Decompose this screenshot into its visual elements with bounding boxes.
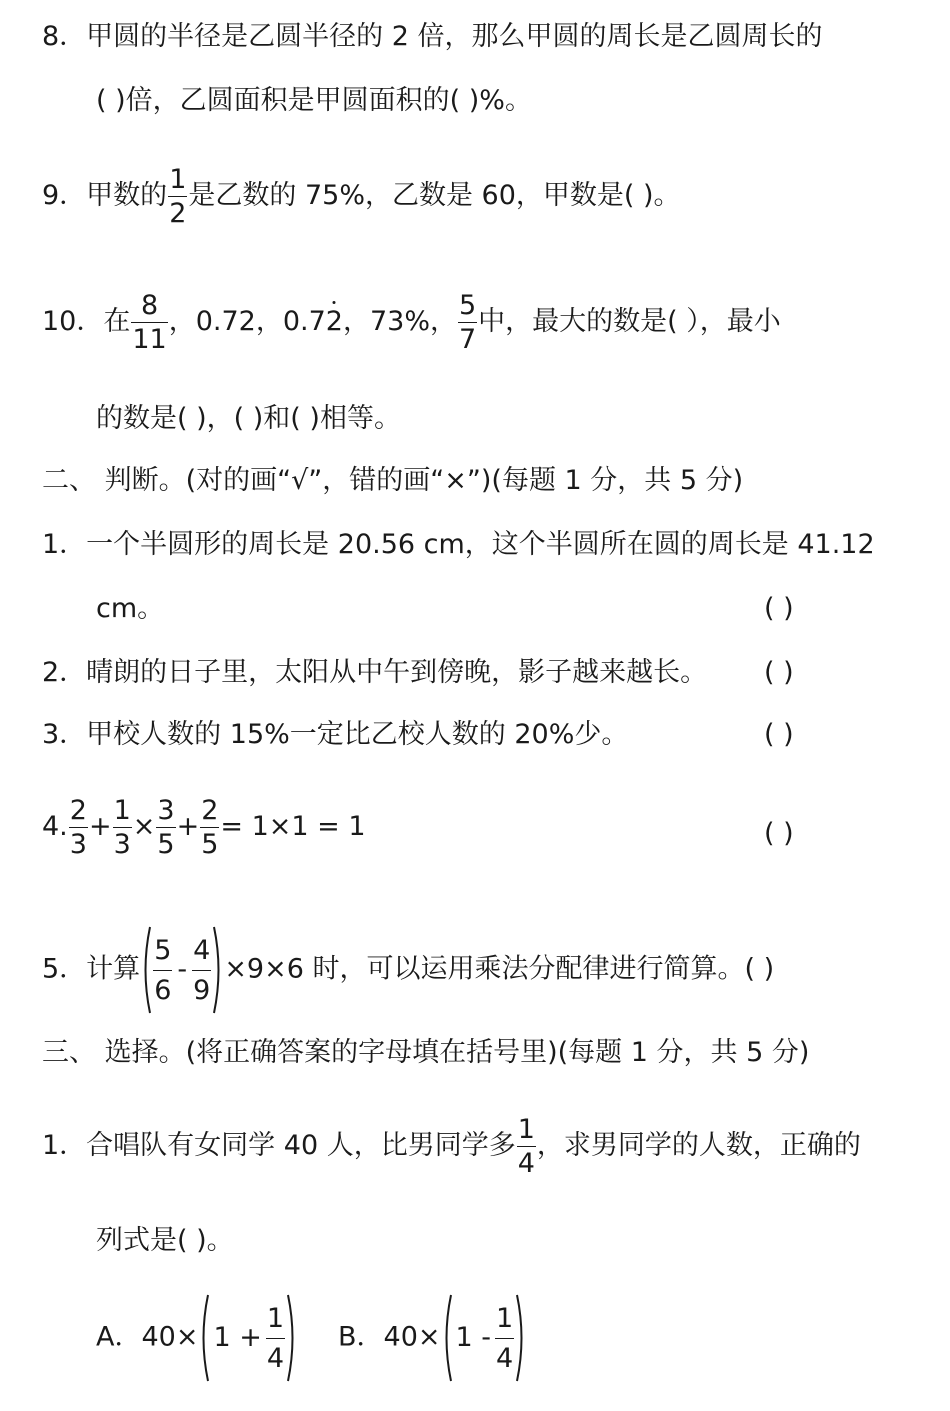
s2-item4-frac3-den: 5 bbox=[157, 829, 175, 860]
s2-item4 bbox=[42, 797, 366, 858]
s2-item1-line1: 1．一个半圆形的周长是 20.56 cm，这个半圆所在圆的周长是 41.12 bbox=[42, 529, 875, 560]
s3-q1-line1 bbox=[42, 1116, 861, 1177]
q9-prefix: 9．甲数的 bbox=[42, 180, 168, 211]
s2-item5-frac1 bbox=[153, 934, 172, 1006]
s2-item5-left-paren bbox=[140, 925, 152, 1015]
s2-item4-op1: + bbox=[88, 811, 112, 842]
option-b-frac bbox=[495, 1302, 514, 1374]
q9-suffix: 是乙数的 75%，乙数是 60，甲数是( )。 bbox=[188, 180, 681, 211]
s2-item4-frac3-num: 3 bbox=[157, 795, 175, 826]
s2-item5-frac2-den: 9 bbox=[192, 970, 211, 1004]
s2-item1-answer: ( ) bbox=[764, 593, 794, 624]
s2-item4-tail: = 1×1 = 1 bbox=[220, 811, 366, 842]
q10-repeating-digit: 2 bbox=[325, 306, 343, 337]
option-b-prefix: B．40× bbox=[338, 1321, 441, 1353]
s2-item3-answer: ( ) bbox=[764, 719, 794, 750]
q9-frac-num: 1 bbox=[169, 164, 187, 195]
q10-frac2 bbox=[458, 292, 477, 353]
s3-q1-option-b bbox=[338, 1293, 527, 1383]
option-a-left-paren bbox=[198, 1293, 210, 1383]
s2-item5-prefix: 5．计算 bbox=[42, 953, 141, 985]
q10-frac1 bbox=[131, 292, 167, 353]
option-b-right-paren bbox=[515, 1293, 527, 1383]
option-b-frac-den: 4 bbox=[495, 1338, 514, 1372]
s2-item5-frac2 bbox=[192, 934, 211, 1006]
s2-item5-right-paren bbox=[212, 925, 224, 1015]
s3-q1-frac-den: 4 bbox=[517, 1148, 535, 1179]
option-b-left-paren bbox=[441, 1293, 453, 1383]
q10-frac2-den: 7 bbox=[458, 324, 477, 355]
s3-q1-frac-num: 1 bbox=[517, 1114, 535, 1145]
option-b-frac-num: 1 bbox=[496, 1302, 514, 1334]
s3-q1-option-a bbox=[96, 1293, 298, 1383]
s2-item4-op3: + bbox=[176, 811, 200, 842]
s2-item4-answer: ( ) bbox=[764, 818, 794, 849]
s2-item4-op2: × bbox=[132, 811, 156, 842]
q10-frac1-den: 11 bbox=[132, 324, 167, 355]
q8-line2: ( )倍，乙圆面积是甲圆面积的( )%。 bbox=[96, 85, 532, 116]
s2-item5-frac2-num: 4 bbox=[193, 934, 211, 966]
s2-item4-frac4 bbox=[200, 797, 219, 858]
s2-item2: 2．晴朗的日子里，太阳从中午到傍晚，影子越来越长。 bbox=[42, 657, 708, 688]
q10-frac1-num: 8 bbox=[140, 290, 159, 321]
option-a-frac-den: 4 bbox=[266, 1338, 285, 1372]
s2-item3: 3．甲校人数的 15%一定比乙校人数的 20%少。 bbox=[42, 719, 629, 750]
q10-line1 bbox=[42, 292, 781, 353]
option-a-inner: 1 + bbox=[213, 1321, 262, 1353]
s3-q1-prefix: 1．合唱队有女同学 40 人，比男同学多 bbox=[42, 1130, 516, 1161]
q10-part1b: ，73%， bbox=[342, 306, 457, 337]
s2-item4-frac4-num: 2 bbox=[201, 795, 219, 826]
s2-item4-frac1 bbox=[69, 797, 88, 858]
q9 bbox=[42, 166, 681, 227]
q9-fraction bbox=[168, 166, 187, 227]
q8-line1: 8．甲圆的半径是乙圆半径的 2 倍，那么甲圆的周长是乙圆周长的 bbox=[42, 21, 823, 52]
s3-q1-line2: 列式是( )。 bbox=[96, 1225, 234, 1256]
q9-frac-den: 2 bbox=[169, 198, 187, 229]
s2-item5 bbox=[42, 925, 774, 1015]
s2-item4-frac1-num: 2 bbox=[69, 795, 87, 826]
option-a-prefix: A．40× bbox=[96, 1321, 199, 1353]
s2-item4-frac2 bbox=[113, 797, 132, 858]
option-a-frac-num: 1 bbox=[266, 1302, 285, 1334]
q10-part2: 中，最大的数是( ），最小 bbox=[478, 306, 781, 337]
s2-item5-frac1-num: 5 bbox=[154, 934, 172, 966]
s2-item5-frac1-den: 6 bbox=[153, 970, 172, 1004]
s2-item4-frac2-den: 3 bbox=[113, 829, 131, 860]
q10-prefix: 10．在 bbox=[42, 306, 131, 337]
section2-heading: 二、 判断。(对的画“√”，错的画“×”)(每题 1 分，共 5 分) bbox=[42, 465, 744, 496]
s2-item1-line2: cm。 bbox=[96, 593, 165, 624]
option-b-inner: 1 - bbox=[455, 1321, 492, 1353]
q10-frac2-num: 5 bbox=[458, 290, 477, 321]
q10-part1: ，0.72，0.7 bbox=[168, 306, 326, 337]
s2-item2-answer: ( ) bbox=[764, 657, 794, 688]
s3-q1-suffix: ，求男同学的人数，正确的 bbox=[536, 1130, 861, 1161]
q10-line2: 的数是( )，( )和( )相等。 bbox=[96, 403, 401, 434]
s2-item4-frac4-den: 5 bbox=[201, 829, 219, 860]
s2-item4-frac2-num: 1 bbox=[113, 795, 131, 826]
s2-item4-frac1-den: 3 bbox=[69, 829, 87, 860]
s3-q1-fraction bbox=[517, 1116, 536, 1177]
s2-item4-prefix: 4. bbox=[42, 811, 68, 842]
option-a-frac bbox=[266, 1302, 285, 1374]
s2-item5-tail: ×9×6 时，可以运用乘法分配律进行简算。( ) bbox=[224, 953, 775, 985]
s2-item4-frac3 bbox=[156, 797, 175, 858]
option-a-right-paren bbox=[286, 1293, 298, 1383]
s2-item5-op: - bbox=[177, 953, 188, 985]
section3-heading: 三、 选择。(将正确答案的字母填在括号里)(每题 1 分，共 5 分) bbox=[42, 1037, 810, 1068]
